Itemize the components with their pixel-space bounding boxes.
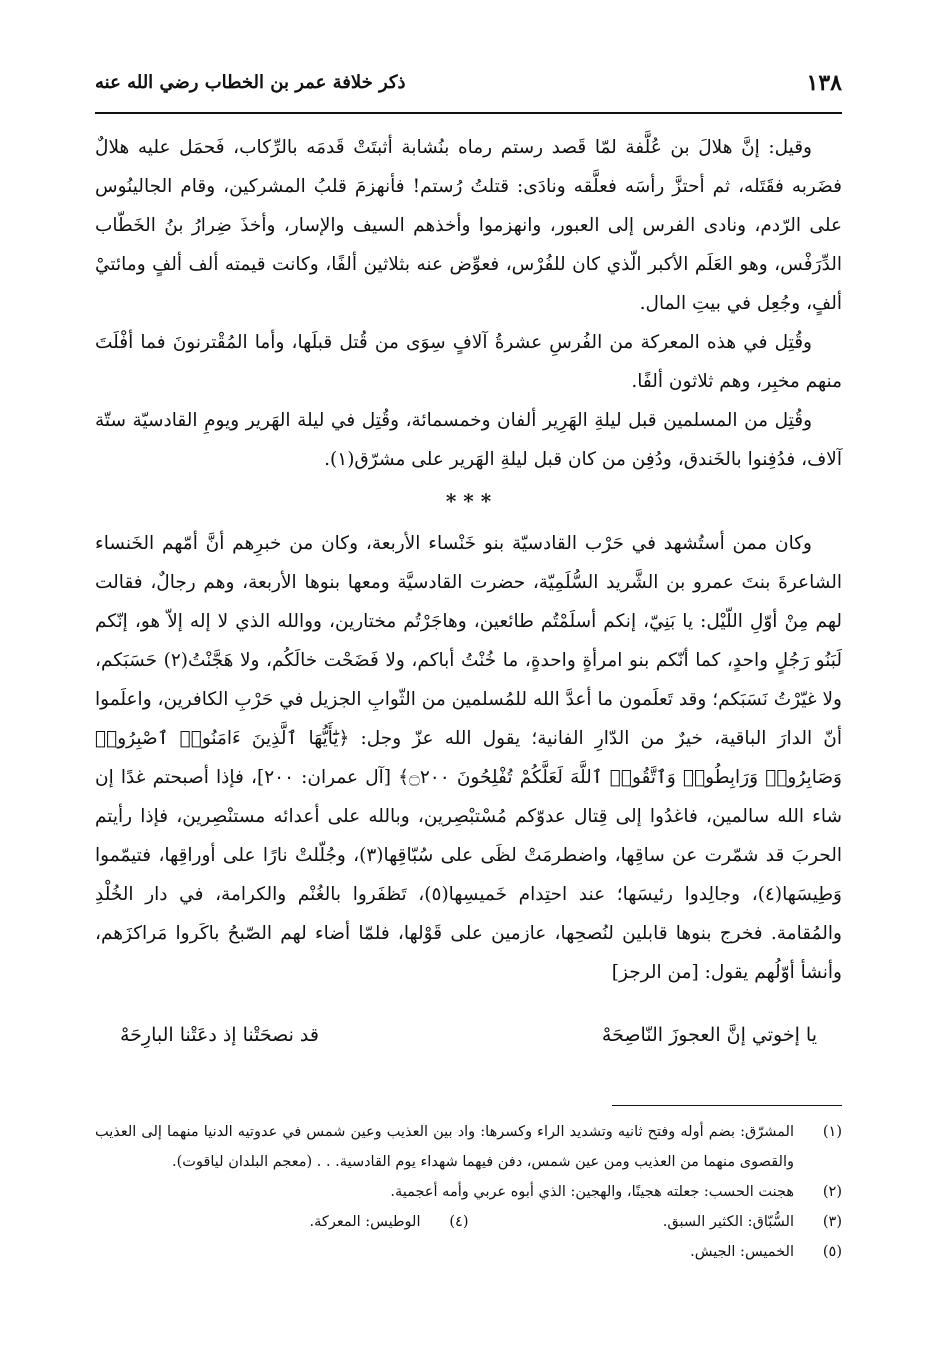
page-header — [95, 62, 842, 114]
footnote-number: (٤) — [449, 1214, 469, 1230]
running-title: ذكر خلافة عمر بن الخطاب رضي الله عنه — [95, 72, 406, 93]
footnote-text: المشرّق: بضم أوله وفتح ثانيه وتشديد الراء وكسرها: واد بين العذيب وعين شمس في عدوتيه الدنيا منهما إلى العذيب والقصوى منهما من العذيب ومن عين شمس، دفن فيهما شهداء يوم القادسية. . . (معجم البلدان لياقوت). — [95, 1124, 794, 1170]
paragraph: وكان ممن أستُشهد في حَرْب القادسيّة بنو خَنْساء الأربعة، وكان من خبرِهم أنَّ أمّهم الخَنساء الشاعرةَ بنتَ عمرو بن الشَّريد السُّلَمِيّة، حضرت القادسيَّة ومعها بنوها الأربعة، وهم رجالٌ، فقالت لهم مِنْ أوّلِ اللّيْل: يا بَنِيّ، إنكم أسلَمْتُم طائعين، وهاجَرْتُم مختارين، ووالله الذي لا إله إلاّ هو، إنّكم لَبَنُو رَجُلٍ واحدٍ، كما أنّكم بنو امرأةٍ واحدةٍ، ما خُنْتُ أباكم، ولا فَضَحْت خالَكُم، ولا هَجَّنْتُ(٢) حَسَبَكم، ولا غيّرْتُ نَسَبَكم؛ وقد تَعلَمون ما أعدَّ الله للمُسلمين من الثّوابِ الجزيل في حَرْبِ الكافرين، واعلَموا أنّ الدارَ الباقية، خيرٌ من الدّارِ الفانية؛ يقول الله عزّ وجل: ﴿يَٰٓأَيُّهَا ٱلَّذِينَ ءَامَنُوا۟ ٱصْبِرُوا۟ وَصَابِرُوا۟ وَرَابِطُوا۟ وَٱتَّقُوا۟ ٱللَّهَ لَعَلَّكُمْ تُفْلِحُونَ ۝٢٠٠﴾ [آل عمران: ٢٠٠]، فإذا أصبحتم غدًا إن شاء الله سالمين، فاغدُوا إلى قِتال عدوّكم مُسْتبْصِرين، وبالله على أعدائه مستنْصِرين، فإذا رأيتم الحربَ قد شمّرت عن ساقِها، واضطرمَتْ لظَى على سُبّاقِها(٣)، وجُلّلتْ نارًا على أوراقِها، فتيمّموا وَطِيسَها(٤)، وجالِدوا رئيسَها؛ عند احتِدام خَميسِها(٥)، تَظفَروا بالغُنْم والكرامة، في دار الخُلْدِ والمُقامة. فخرج بنوها قابلين لنُصحِها، عازمين على قَوْلها، فلمّا أضاء لهم الصّبحُ باكَروا مَراكزَهم، وأنشأ أوّلُهم يقول: [من الرجز] — [95, 533, 842, 983]
footnote-number: (٣) — [822, 1214, 842, 1230]
footnote-text: السُّبّاق: الكثير السبق. — [662, 1214, 794, 1230]
footnote-number: (٥) — [822, 1244, 842, 1260]
footnote — [95, 1207, 469, 1237]
page-number: ١٣٨ — [806, 70, 842, 96]
footnote-row — [95, 1207, 842, 1237]
paragraph: وقيل: إنَّ هلالَ بن عُلَّفة لمّا قَصد رستم رماه بنُشابة أثبتَتْ قَدمَه بالرِّكاب، فَحمَل عليه هلالٌ فضَربه فقَتَله، ثم أحتزَّ رأسَه فعلَّقه ونادَى: قتلتُ رُستم! فأنهزمَ قلبُ المشركين، وقام الجالينُوس على الرّدم، ونادى الفرس إلى العبور، وانهزموا وأخذهم السيف والإسار، وأخذَ ضِرارُ بنُ الخَطّاب الدِّرَفْس، وهو العَلَم الأكبر الّذي كان للفُرْس، فعوِّض عنه بثلاثين ألفًا، وكانت قيمته ألف ألفٍ ومائتيْ ألفٍ، وجُعِل في بيتِ المال. — [95, 137, 842, 314]
poem-verse — [120, 1024, 817, 1046]
footnote-number: (٢) — [822, 1184, 842, 1200]
footnote — [469, 1207, 843, 1237]
footnotes — [95, 1117, 842, 1267]
paragraph: وقُتِل من المسلمين قبل ليلةِ الهَرِير ألفان وخمسمائة، وقُتِل في ليلة الهَرير ويومِ القادسيّة ستّة آلاف، فدُفِنوا بالخَندق، ودُفِن من كان قبل ليلةِ الهَرير على مشرّق(١). — [95, 410, 842, 470]
footnote — [95, 1177, 842, 1207]
footnote-text: الوطيس: المعركة. — [309, 1214, 421, 1230]
footnote — [95, 1237, 842, 1267]
paragraph: وقُتِل في هذه المعركة من الفُرسِ عشرةُ آلافٍ سِوَى من قُتل قبلَها، وأما المُقْترنونَ فما أفْلَتَ منهم مخبِر، وهم ثلاثون ألفًا. — [95, 332, 842, 392]
footnote-text: الخميس: الجيش. — [690, 1244, 794, 1260]
main-text — [95, 128, 842, 992]
footnote — [95, 1117, 842, 1177]
section-separator: * * * — [445, 489, 492, 513]
footnote-divider — [612, 1105, 842, 1106]
footnote-text: هجنت الحسب: جعلته هجينًا، والهجين: الذي أبوه عربي وأمه أعجمية. — [390, 1184, 794, 1200]
verse-first-hemistich: يا إخوتي إنَّ العجوزَ النّاصِحَهْ — [601, 1024, 817, 1046]
verse-second-hemistich: قد نصحَتْنا إذ دعَتْنا البارِحَهْ — [120, 1024, 319, 1046]
footnote-number: (١) — [822, 1124, 842, 1140]
